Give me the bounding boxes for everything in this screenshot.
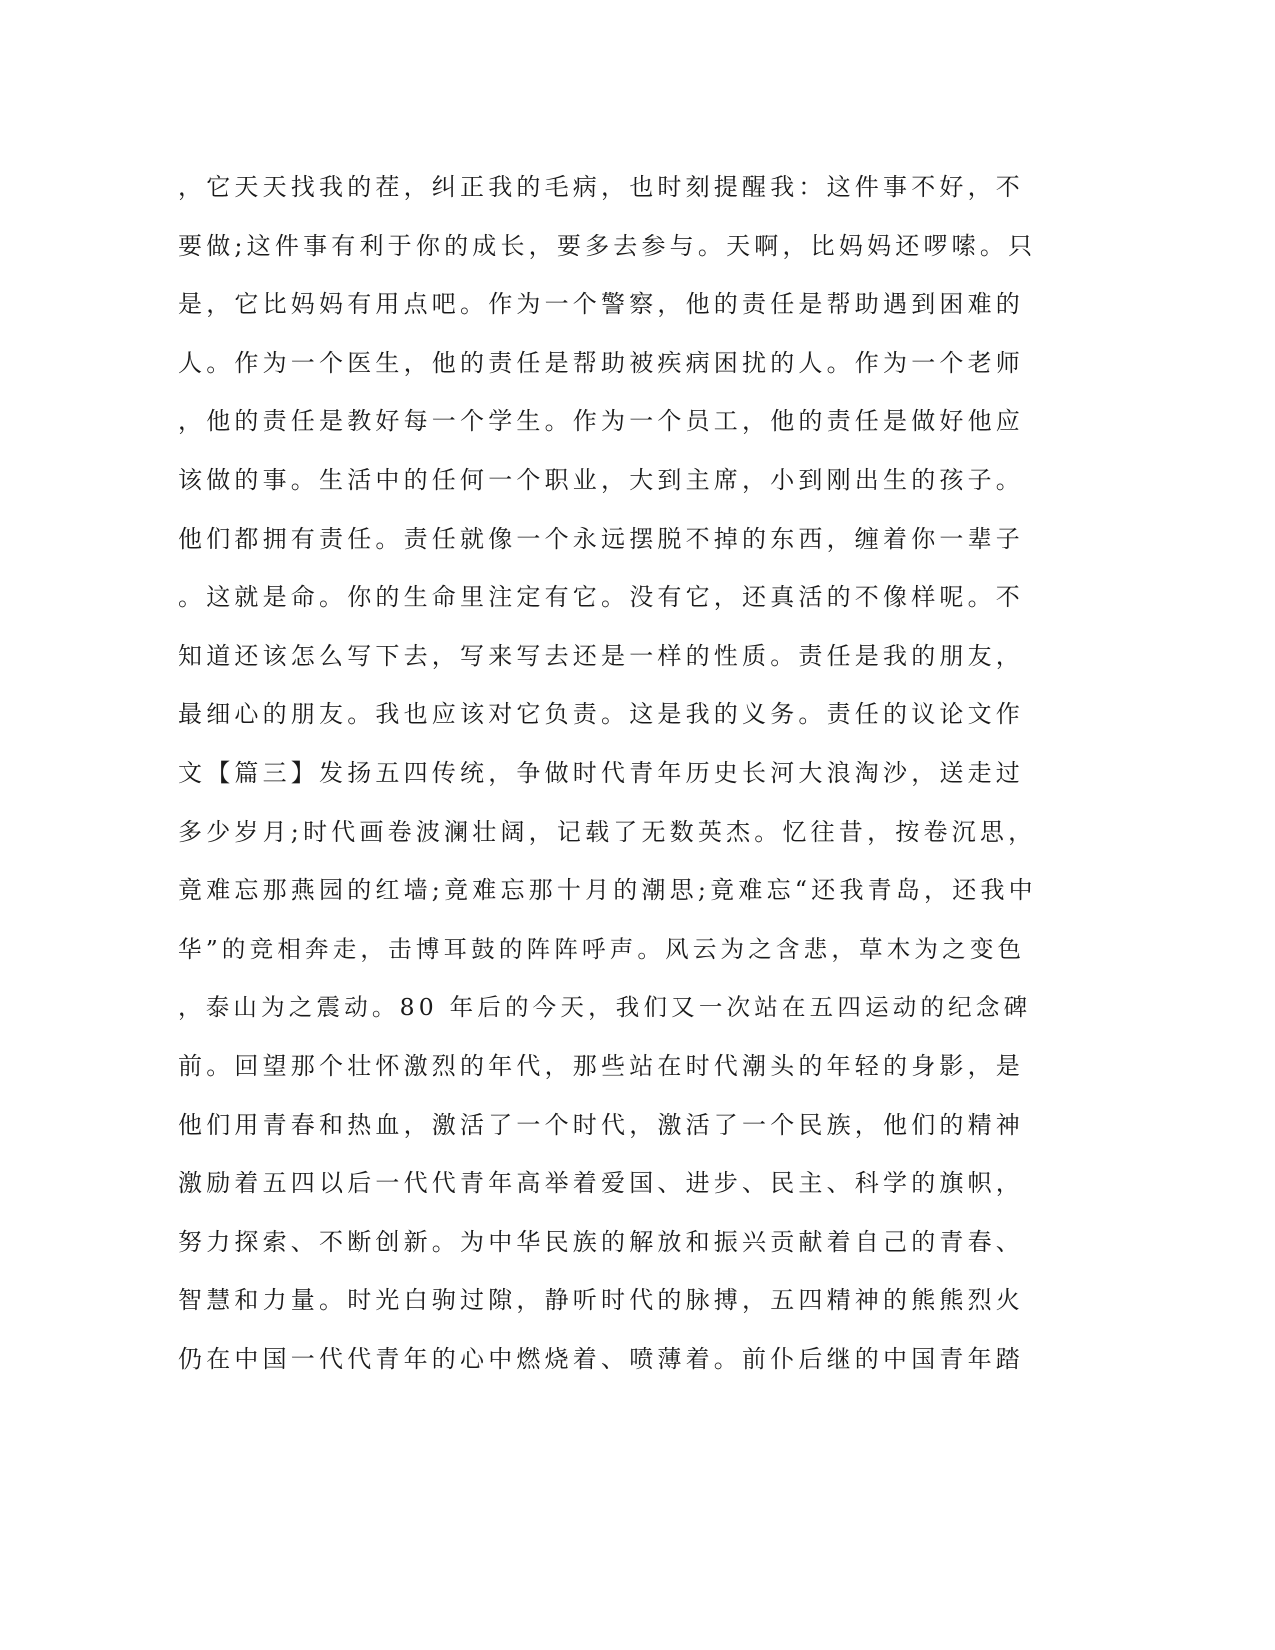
text-line: 多少岁月;时代画卷波澜壮阔，记载了无数英杰。忆往昔，按卷沉思， xyxy=(178,817,1037,846)
text-line: 他们都拥有责任。责任就像一个永远摆脱不掉的东西，缠着你一辈子 xyxy=(178,524,1024,553)
text-line: 要做;这件事有利于你的成长，要多去参与。天啊，比妈妈还啰嗦。只 xyxy=(178,231,1037,260)
text-line: 努力探索、不断创新。为中华民族的解放和振兴贡献着自己的青春、 xyxy=(178,1227,1024,1256)
text-line: 人。作为一个医生，他的责任是帮助被疾病困扰的人。作为一个老师 xyxy=(178,348,1024,377)
text-line: 文【篇三】发扬五四传统，争做时代青年历史长河大浪淘沙，送走过 xyxy=(178,758,1024,787)
text-line: 知道还该怎么写下去，写来写去还是一样的性质。责任是我的朋友， xyxy=(178,641,1024,670)
text-line: ，泰山为之震动。80 年后的今天，我们又一次站在五四运动的纪念碑 xyxy=(178,993,1032,1022)
text-line: ，它天天找我的茬，纠正我的毛病，也时刻提醒我：这件事不好，不 xyxy=(178,173,1024,201)
text-line: 。这就是命。你的生命里注定有它。没有它，还真活的不像样呢。不 xyxy=(178,583,1024,612)
text-line: 仍在中国一代代青年的心中燃烧着、喷薄着。前仆后继的中国青年踏 xyxy=(178,1344,1024,1373)
text-line: 竟难忘那燕园的红墙;竟难忘那十月的潮思;竟难忘“还我青岛，还我中 xyxy=(178,876,1037,905)
text-line: 华”的竞相奔走，击博耳鼓的阵阵呼声。风云为之含悲，草木为之变色 xyxy=(178,934,1026,963)
text-line: 他们用青春和热血，激活了一个时代，激活了一个民族，他们的精神 xyxy=(178,1110,1024,1139)
text-line: 是，它比妈妈有用点吧。作为一个警察，他的责任是帮助遇到困难的 xyxy=(178,290,1024,319)
text-line: 该做的事。生活中的任何一个职业，大到主席，小到刚出生的孩子。 xyxy=(178,465,1024,494)
body-text xyxy=(178,158,1038,1388)
text-line: ，他的责任是教好每一个学生。作为一个员工，他的责任是做好他应 xyxy=(178,407,1024,436)
text-line: 智慧和力量。时光白驹过隙，静听时代的脉搏，五四精神的熊熊烈火 xyxy=(178,1286,1024,1315)
text-line: 最细心的朋友。我也应该对它负责。这是我的义务。责任的议论文作 xyxy=(178,700,1024,729)
text-line: 激励着五四以后一代代青年高举着爱国、进步、民主、科学的旗帜， xyxy=(178,1169,1024,1198)
text-line: 前。回望那个壮怀激烈的年代，那些站在时代潮头的年轻的身影，是 xyxy=(178,1051,1024,1080)
